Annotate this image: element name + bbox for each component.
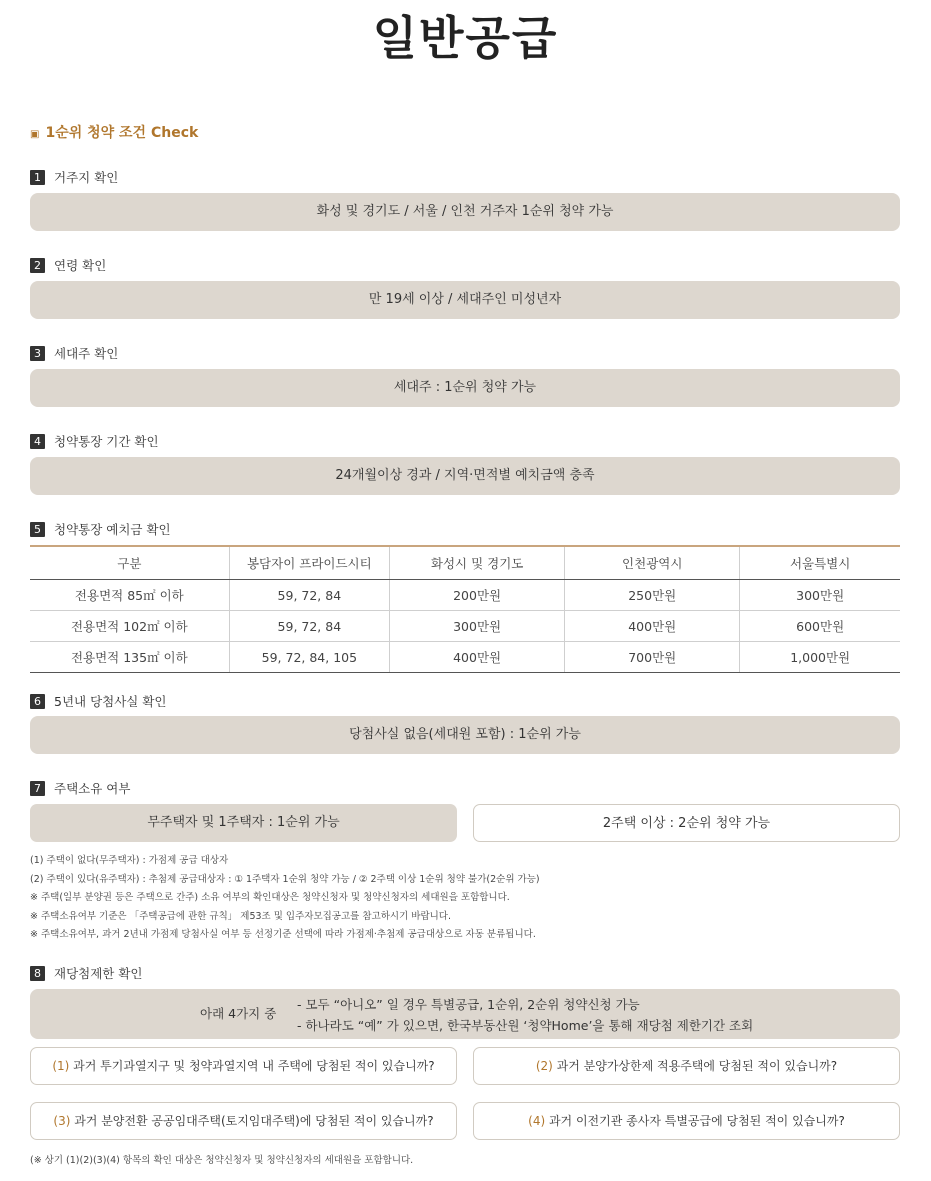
section-label: 5년내 당첨사실 확인 bbox=[54, 694, 167, 709]
question-text: 과거 분양전환 공공임대주택(토지임대주택)에 당첨된 적이 있습니까? bbox=[70, 1114, 434, 1128]
question-box-1 bbox=[30, 1047, 457, 1085]
section-2-heading bbox=[30, 256, 106, 274]
table-row bbox=[30, 642, 900, 673]
section-6-heading bbox=[30, 692, 167, 710]
section-number: 5 bbox=[30, 522, 45, 537]
table-header: 봉담자이 프라이드시티 bbox=[229, 546, 389, 580]
account-period-bar: 24개월이상 경과 / 지역·면적별 예치금액 충족 bbox=[30, 457, 900, 495]
section-number: 8 bbox=[30, 966, 45, 981]
subtitle-text: 1순위 청약 조건 Check bbox=[45, 125, 199, 141]
section-number: 6 bbox=[30, 694, 45, 709]
section-5-heading bbox=[30, 520, 171, 538]
note-line: ※ 주택소유여부 기준은 「주택공급에 관한 규칙」 제53조 및 입주자모집공고를 참고하시기 바랍니다. bbox=[30, 910, 451, 922]
table-header-row bbox=[30, 546, 900, 580]
rewin-line-1: - 모두 “아니오” 일 경우 특별공급, 1순위, 2순위 청약신청 가능 bbox=[297, 997, 640, 1012]
square-bullet-icon: ▣ bbox=[30, 129, 40, 140]
question-number: (1) bbox=[52, 1059, 70, 1073]
section-number: 4 bbox=[30, 434, 45, 449]
table-header: 화성시 및 경기도 bbox=[390, 546, 565, 580]
page-title: 일반공급 bbox=[372, 11, 559, 65]
table-cell: 250만원 bbox=[565, 580, 740, 611]
table-cell: 700만원 bbox=[565, 642, 740, 673]
table-cell: 400만원 bbox=[390, 642, 565, 673]
footnote: (※ 상기 (1)(2)(3)(4) 항목의 확인 대상은 청약신청자 및 청약신청자의 세대원을 포함합니다. bbox=[30, 1155, 414, 1166]
rewin-label: 아래 4가지 중 bbox=[200, 1006, 277, 1021]
section-label: 주택소유 여부 bbox=[54, 781, 131, 796]
table-cell: 300만원 bbox=[740, 580, 900, 611]
deposit-table bbox=[30, 545, 900, 673]
question-number: (4) bbox=[528, 1114, 546, 1128]
question-number: (2) bbox=[535, 1059, 553, 1073]
housing-notes bbox=[30, 852, 540, 945]
section-number: 1 bbox=[30, 170, 45, 185]
section-8-heading bbox=[30, 964, 143, 982]
section-label: 연령 확인 bbox=[54, 258, 107, 273]
section-1-heading bbox=[30, 168, 118, 186]
question-box-4 bbox=[473, 1102, 900, 1140]
table-row bbox=[30, 580, 900, 611]
section-number: 2 bbox=[30, 258, 45, 273]
age-condition-bar: 만 19세 이상 / 세대주인 미성년자 bbox=[30, 281, 900, 319]
note-line: (2) 주택이 있다(유주택자) : 추첨제 공급대상자 : ① 1주택자 1순위 청약 가능 / ② 2주택 이상 1순위 청약 불가(2순위 가능) bbox=[30, 873, 540, 885]
note-line: ※ 주택소유여부, 과거 2년내 가점제 당첨사실 여부 등 선정기준 선택에 따라 가점제·추첨제 공급대상으로 자동 분류됩니다. bbox=[30, 929, 536, 941]
note-line: (1) 주택이 없다(무주택자) : 가점제 공급 대상자 bbox=[30, 855, 229, 866]
rewin-restriction-bar bbox=[30, 989, 900, 1039]
section-number: 7 bbox=[30, 781, 45, 796]
question-number: (3) bbox=[53, 1114, 71, 1128]
question-text: 과거 이전기관 종사자 특별공급에 당첨된 적이 있습니까? bbox=[545, 1114, 845, 1128]
table-header: 인천광역시 bbox=[565, 546, 740, 580]
question-box-3 bbox=[30, 1102, 457, 1140]
residence-condition-bar: 화성 및 경기도 / 서울 / 인천 거주자 1순위 청약 가능 bbox=[30, 193, 900, 231]
rewin-line-2: - 하나라도 “예” 가 있으면, 한국부동산원 ‘청약Home’을 통해 재당첨 제한기간 조회 bbox=[297, 1018, 754, 1033]
table-header: 서울특별시 bbox=[740, 546, 900, 580]
section-4-heading bbox=[30, 432, 159, 450]
householder-condition-bar: 세대주 : 1순위 청약 가능 bbox=[30, 369, 900, 407]
table-cell: 200만원 bbox=[390, 580, 565, 611]
section-label: 거주지 확인 bbox=[54, 170, 119, 185]
homeowner-first-rank-box: 무주택자 및 1주택자 : 1순위 가능 bbox=[30, 804, 457, 842]
winning-history-bar: 당첨사실 없음(세대원 포함) : 1순위 가능 bbox=[30, 716, 900, 754]
table-cell: 전용면적 85㎡ 이하 bbox=[30, 580, 229, 611]
section-number: 3 bbox=[30, 346, 45, 361]
note-line: ※ 주택(일부 분양권 등은 주택으로 간주) 소유 여부의 확인대상은 청약신청자 및 청약신청자의 세대원을 포함합니다. bbox=[30, 892, 510, 904]
section-label: 재당첨제한 확인 bbox=[54, 966, 143, 981]
table-row bbox=[30, 611, 900, 642]
table-cell: 400만원 bbox=[565, 611, 740, 642]
section-label: 세대주 확인 bbox=[54, 346, 119, 361]
section-subtitle bbox=[30, 122, 198, 142]
question-text: 과거 분양가상한제 적용주택에 당첨된 적이 있습니까? bbox=[552, 1059, 838, 1073]
table-cell: 300만원 bbox=[390, 611, 565, 642]
section-label: 청약통장 기간 확인 bbox=[54, 434, 159, 449]
section-7-heading bbox=[30, 779, 130, 797]
table-cell: 59, 72, 84 bbox=[229, 611, 389, 642]
question-text: 과거 투기과열지구 및 청약과열지역 내 주택에 당첨된 적이 있습니까? bbox=[69, 1059, 435, 1073]
homeowner-second-rank-box: 2주택 이상 : 2순위 청약 가능 bbox=[473, 804, 900, 842]
section-3-heading bbox=[30, 344, 118, 362]
table-cell: 1,000만원 bbox=[740, 642, 900, 673]
section-label: 청약통장 예치금 확인 bbox=[54, 522, 171, 537]
table-cell: 59, 72, 84, 105 bbox=[229, 642, 389, 673]
question-box-2 bbox=[473, 1047, 900, 1085]
table-header: 구분 bbox=[30, 546, 229, 580]
table-cell: 59, 72, 84 bbox=[229, 580, 389, 611]
table-cell: 600만원 bbox=[740, 611, 900, 642]
table-cell: 전용면적 135㎡ 이하 bbox=[30, 642, 229, 673]
table-cell: 전용면적 102㎡ 이하 bbox=[30, 611, 229, 642]
